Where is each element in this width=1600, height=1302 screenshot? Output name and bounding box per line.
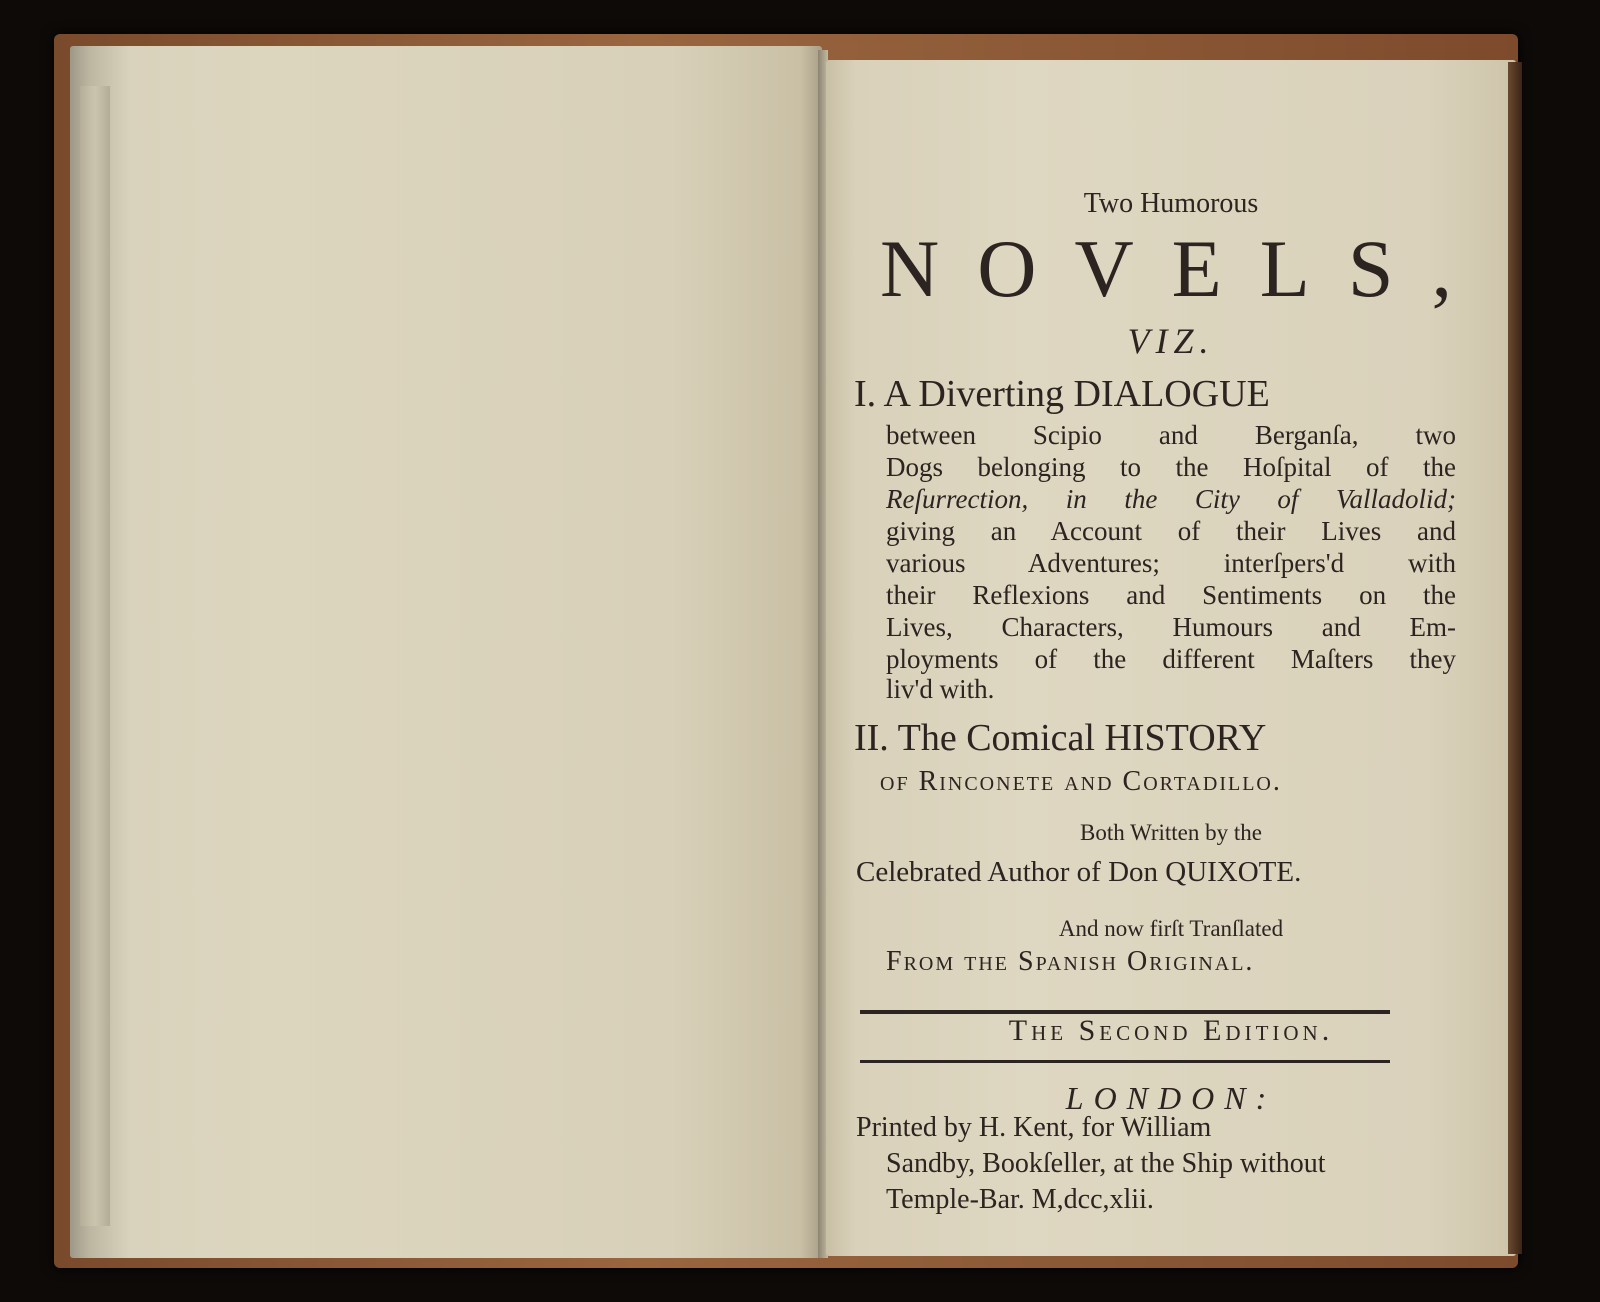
viz-label: VIZ. <box>1127 321 1215 361</box>
rule-bottom <box>860 1060 1390 1063</box>
title-page <box>826 60 1516 1256</box>
title-intro: Two Humorous <box>1083 188 1259 219</box>
main-title: NOVELS, <box>880 223 1490 314</box>
section-1-line: Reſurrection, in the City of Valladolid; <box>886 484 1456 514</box>
section-1-line: their Reflexions and Sentiments on the <box>886 580 1456 610</box>
author-line: Celebrated Author of Don QUIXOTE. <box>856 856 1302 888</box>
section-2-subline: of Rinconete and Cortadillo. <box>880 766 1282 797</box>
section-1-line: between Scipio and Berganſa, two <box>886 420 1456 450</box>
translated-line: And now firſt Tranſlated <box>1058 916 1284 941</box>
from-line: From the Spanish Original. <box>886 946 1255 977</box>
page-fold <box>80 86 110 1226</box>
section-1-line: liv'd with. <box>886 674 995 704</box>
section-1-line: giving an Account of their Lives and <box>886 516 1456 546</box>
written-by: Both Written by the <box>1080 820 1262 845</box>
imprint-line: Temple-Bar. M,dcc,xlii. <box>886 1184 1154 1215</box>
section-1-line: Lives, Characters, Humours and Em- <box>886 612 1456 642</box>
imprint-line: Sandby, Bookſeller, at the Ship without <box>886 1148 1326 1179</box>
page-edge <box>1508 62 1522 1254</box>
section-1-line: ployments of the different Maſters they <box>886 644 1456 674</box>
imprint-city: LONDON: <box>1065 1080 1277 1116</box>
section-1-heading: I. A Diverting DIALOGUE <box>854 373 1270 415</box>
imprint-line: Printed by H. Kent, for William <box>856 1112 1212 1143</box>
edition: The Second Edition. <box>1008 1014 1334 1047</box>
section-1-line: Dogs belonging to the Hoſpital of the <box>886 452 1456 482</box>
section-2-heading: II. The Comical HISTORY <box>854 717 1267 759</box>
left-blank-page <box>70 46 822 1258</box>
section-1-line: various Adventures; interſpers'd with <box>886 548 1456 578</box>
